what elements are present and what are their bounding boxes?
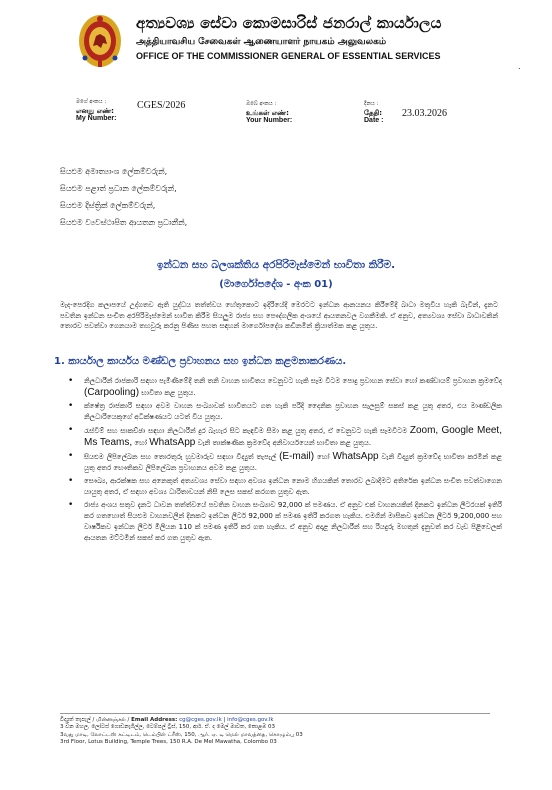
footer-email-link[interactable]: cg@cges.gov.lk — [179, 717, 222, 723]
intro-paragraph: මැද-පෙරදිග කලාපයේ උද්ගතව ඇති යුද්ධය තත්ත්වය හේතුකොට ඉදිරියේදී මෙරටට ඉන්ධන ආනයනය කිරීමේදී බාධා මතුවිය හැකි බැවින්, දැනට පවතින ඉන්ධන සංචිත අරපිරිමැස්මෙන් භාවිත කිරීම සියලුම රාජ්‍ය සහ පෞද්ගලික අංශයේ ආයතනවල වගකීමකි. ඒ අනුව, අත්‍යවශ්‍ය සේවා බාධාවකින් තොරව පවත්වා ගෙනයාම තහවුරු කරනු පිණිස පහත සඳහන් මාර්ගෝපදේශ කඩිනමින් ක්‍රියාත්මක කළ යුතුය. — [60, 301, 498, 330]
footer-email-link[interactable]: info@cges.gov.lk — [227, 717, 274, 723]
your-number-labels — [246, 100, 292, 126]
date-labels — [364, 100, 383, 126]
addressee-line: සියළුම පළාත් ප්‍රධාන ලේකම්වරුන්, — [60, 184, 177, 193]
footer-email-prefix: විද්‍යුත් තැපැල් / மின்னஞ்சல் / — [60, 717, 130, 723]
footer-divider — [60, 713, 490, 714]
office-name-english: OFFICE OF THE COMMISSIONER GENERAL OF ESSENTIAL SERVICES — [136, 51, 441, 61]
date-label-ta: தேதி: — [364, 108, 383, 117]
section-title: කාර්යාල කාර්යය මණ්ඩල ප්‍රවාහනය සහ ඉන්ධන කළමනාකරණය. — [68, 356, 347, 367]
my-number-value: CGES/2026 — [137, 100, 186, 111]
footer-address-si: 3 වන මහල, ලෝටස් ගොඩනැගිල්ල, ටෙම්පල් ට්‍රීස්, 150, ආර්. ඒ. ද මෙල් මාවත, කොළඹ 03 — [60, 724, 275, 731]
your-number-label-si: ඔබේ අංකය : — [246, 101, 277, 107]
footer-address-en: 3rd Floor, Lotus Building, Temple Trees, 150 R.A. De Mel Mawatha, Colombo 03 — [60, 739, 277, 746]
addressee-line: සියළුම අමාත්‍යාංශ ලේකම්වරුන්, — [60, 167, 168, 176]
date-label-si: දිනය : — [364, 101, 379, 107]
list-item: • රැස්වීම් සහ සාකච්ඡා සඳහා නිලධාරීන් දුර බැහැර සිට කැඳවීම සීමා කළ යුතු අතර, ඒ වෙනුවට හැකි සෑමවිටම Zoom, Google Meet, Ms Teams, හෝ WhatsApp වැනි තාක්ෂණික ක්‍රමවේද අනිවාර්යයෙන් භාවිතා කළ යුතුය. — [68, 425, 502, 448]
footer-address-ta: 3வது மாடி, லோட்டஸ் கட்டிடம், டெம்பிள் ட்ரீஸ், 150, ஆர். ஏ. டி மெல் மாவத்தை, கொழும்பு 03 — [60, 731, 303, 738]
footer — [60, 717, 490, 747]
list-item: • සෞඛ්‍ය, ආරක්ෂක සහ අනෙකුත් අත්‍යවශ්‍ය සේවා සඳහා අවශ්‍ය ඉන්ධන නොම හිගයකින් තොරව ලබාදීමට අතිරේක ඉන්ධන සංචිත පවත්වාගෙන යායුතු අතර, ඒ සඳහා අවශ්‍ය ධාරිතාවයන් නිසි ලෙස සකස් කරගත යුතුව ඇත. — [68, 476, 502, 496]
office-name-tamil: அத்தியாவசிய சேவைகள் ஆணையாளர் நாயகம் அலுவலகம் — [136, 37, 387, 47]
office-name-sinhala: අත්‍යවශ්‍ය සේවා කොමසාරිස් ජනරාල් කාර්යාලය — [136, 14, 442, 32]
your-number-label-en: Your Number: — [246, 117, 293, 124]
header-mark: . — [518, 62, 521, 71]
footer-email-label: Email Address: — [131, 717, 178, 723]
addressee-line: සියළුම ව්‍යවස්ථාපිත ආයතන ප්‍රධානීන්, — [60, 218, 188, 227]
date-value: 23.03.2026 — [402, 108, 447, 119]
section-heading — [54, 356, 346, 367]
date-label-en: Date : — [364, 117, 384, 124]
addressee-line: සියළුම දිස්ත්‍රික් ලේකම්වරුන්, — [60, 201, 156, 210]
list-item: • රාජ්‍ය අංශය සතුව දැනට ධාවන තත්ත්වයේ පවතින වාහන සංඛ්‍යාව 92,000 ක් පමණය. ඒ අනුව එක් වාහනයකින් දිනකට ඉන්ධන ලීටරයක් ඉතිරි කර ගතහොත් සියළුම වාහනවලින් දිනකට ඉන්ධන ලීටර් 92,000 ක් පමණ ඉතිරි කරගත හැකිය. එමගින් මාසිකව ඉන්ධන ලීටර් 9,200,000 සහ වාර්ෂිකව ඉන්ධන ලීටර් මිලියන 110 ක් පමණ ඉතිරි කර ගත හැකිය. ඒ අනුව අදාළ නිලධාරීන් සහ රියදුරු මහතුන් දැනුවත් කර වැඩ පිළිවෙලක් ආයතන මට්ටමින් සකස් කර ගත යුතුව ඇත. — [68, 500, 502, 542]
your-number-label-ta: உங்கள் எண்: — [246, 108, 289, 117]
list-item: • නිලධාරීන් රාජකාරි සඳහා පැමිණීමේදී තනි තනි වාහන භාවිතය වෙනුවට හැකි සෑම විටම පොදු ප්‍රවාහන සේවා හෝ කණ්ඩායම් ප්‍රවාහන ක්‍රමවේද (Carpooling) භාවිතා කළ යුතුය. — [68, 376, 502, 398]
letter-subtitle: (මාර්ගෝපදේශ - අංක 01) — [219, 279, 333, 290]
list-item: • සියළුම ලිපිලේඛන සහ තොරතුරු හුවමාරුව සඳහා විද්‍යුත් තැපැල් (E-mail) හෝ WhatsApp වැනි විද්‍යුත් ක්‍රමවේද භාවිතා කරමින් කළ යුතු අතර භෞතිකව ලිපිලේඛන ප්‍රවාහනය අවම කළ යුතුය. — [68, 451, 503, 472]
my-number-label-ta: எனது எண்: — [76, 106, 114, 115]
letter-title: ඉන්ධන සහ බලශක්තිය අරපිරිමැස්මෙන් භාවිතා කිරීම. — [156, 259, 396, 271]
section-number: 1. — [54, 356, 65, 367]
my-number-label-si: මගේ අංකය : — [76, 99, 107, 105]
my-number-label-en: My Number: — [76, 115, 117, 122]
list-item: • ක්ෂේත්‍ර රාජකාරි සඳහා අවම වාහන සංඛ්‍යාවක් භාවිතයට ගත හැකි පරිදි දෛනික ප්‍රවාහන සැලසුම් සකස් කළ යුතු අතර, එය මාණ්ඩලික නිලධාරියෙකුගේ අධීක්ෂණයට යටත් විය යුතුය. — [68, 401, 502, 421]
footer-email-row: විද්‍යුත් තැපැල් / மின்னஞ்சல் / Email Address: cg@cges.gov.lk | info@cges.gov.lk — [60, 717, 274, 723]
guideline-list — [66, 376, 502, 546]
sri-lanka-emblem-icon — [76, 10, 124, 70]
my-number-labels — [76, 98, 116, 124]
